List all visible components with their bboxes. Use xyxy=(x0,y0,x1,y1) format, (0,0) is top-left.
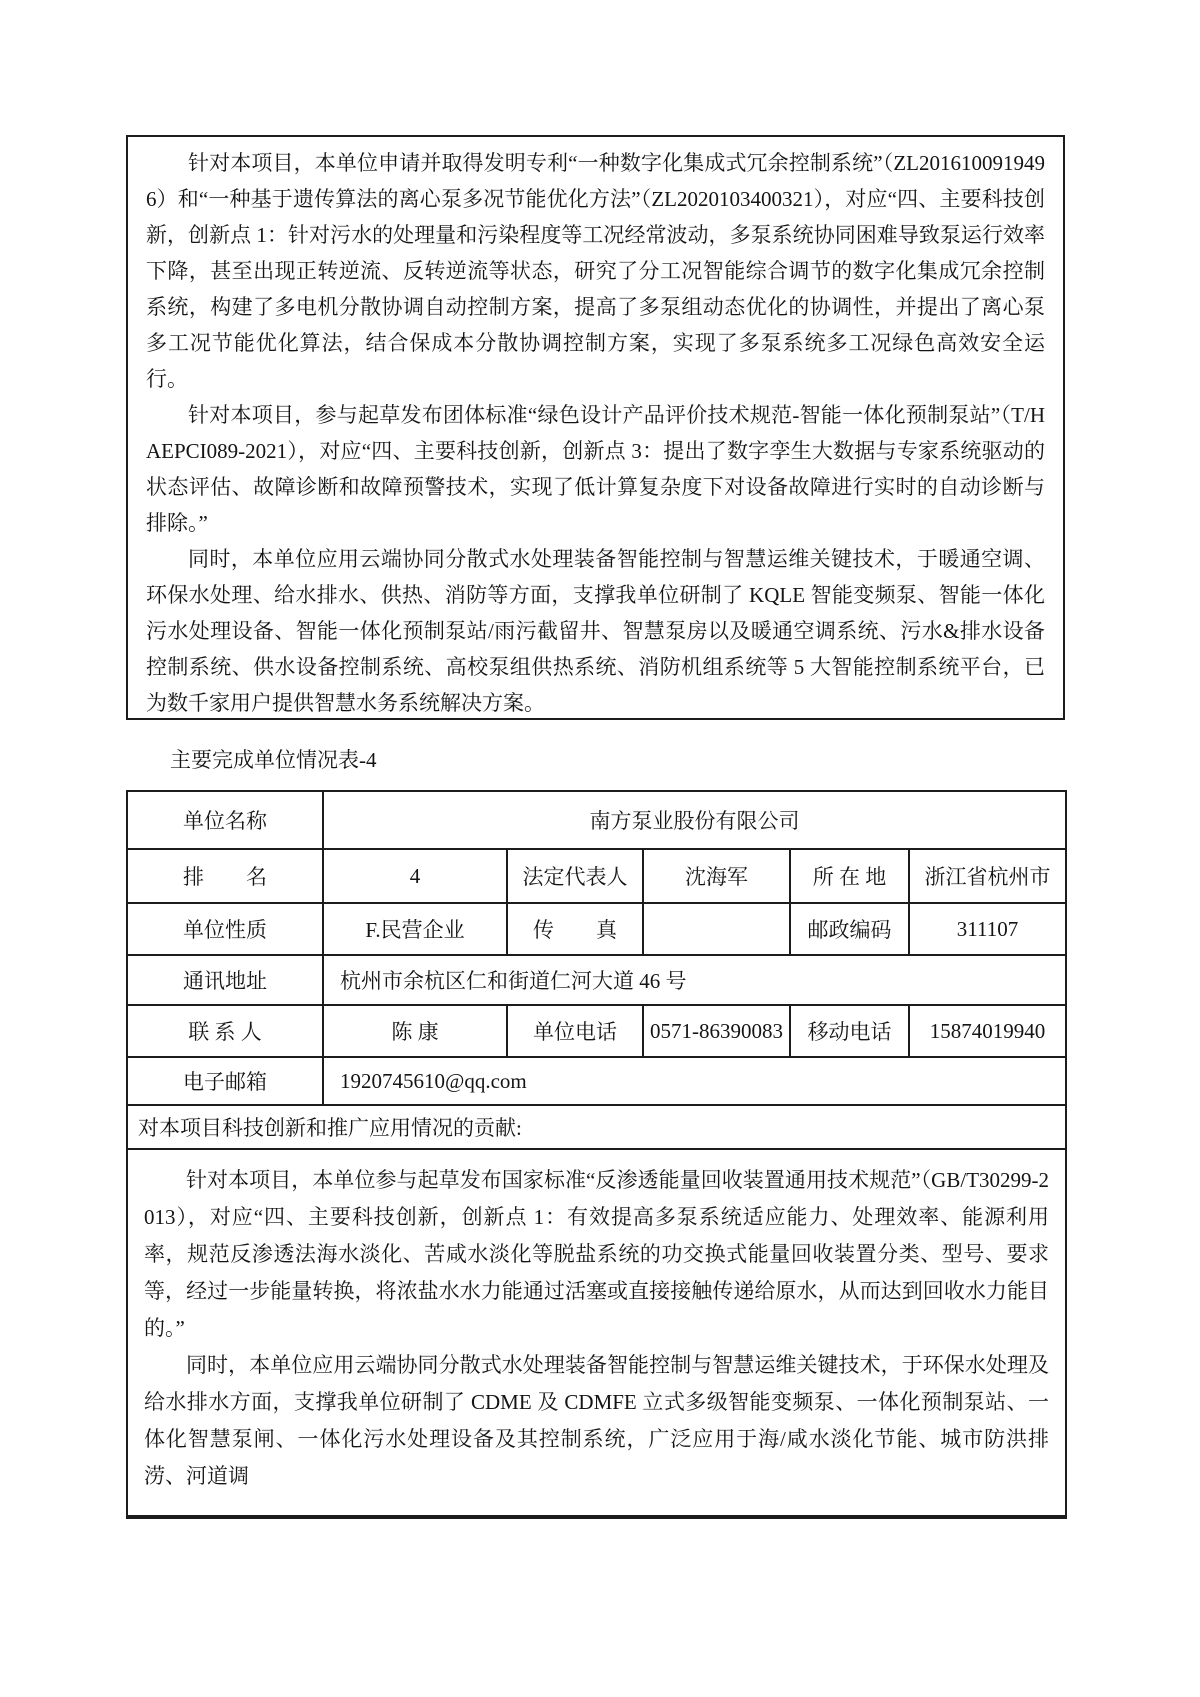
contribution-header: 对本项目科技创新和推广应用情况的贡献: xyxy=(127,1105,1066,1149)
fax-value xyxy=(643,903,790,955)
legal-representative-label: 法定代表人 xyxy=(507,849,643,903)
office-phone-value: 0571-86390083 xyxy=(643,1005,790,1057)
office-phone-label: 单位电话 xyxy=(507,1005,643,1057)
fax-label: 传 真 xyxy=(507,903,643,955)
table-row xyxy=(127,1057,1066,1105)
intro-paragraph-2: 针对本项目，参与起草发布团体标准“绿色设计产品评价技术规范-智能一体化预制泵站”（T/HAEPCI089-2021），对应“四、主要科技创新，创新点 3：提出了数字孪生大数据与专家系统驱动的状态评估、故障诊断和故障预警技术，实现了低计算复杂度下对设备故障进行实时的自动诊断与排除。” xyxy=(146,403,1045,535)
mailing-address-label: 通讯地址 xyxy=(127,955,323,1005)
unit-name-label: 单位名称 xyxy=(127,791,323,849)
intro-box xyxy=(126,135,1065,720)
contribution-paragraph-2: 同时，本单位应用云端协同分散式水处理装备智能控制与智慧运维关键技术，于环保水处理及给水排水方面，支撑我单位研制了 CDME 及 CDMFE 立式多级智能变频泵、一体化预制泵站、一体化智慧泵闸、一体化污水处理设备及其控制系统，广泛应用于海/咸水淡化节能、城市防洪排涝、河道调 xyxy=(144,1353,1050,1488)
rank-value: 4 xyxy=(323,849,507,903)
table-row xyxy=(127,1005,1066,1057)
contact-person-label: 联 系 人 xyxy=(127,1005,323,1057)
table-row xyxy=(127,1105,1066,1149)
rank-label: 排 名 xyxy=(127,849,323,903)
unit-type-value: F.民营企业 xyxy=(323,903,507,955)
table-row xyxy=(127,1149,1066,1517)
postal-code-value: 311107 xyxy=(909,903,1066,955)
mobile-phone-value: 15874019940 xyxy=(909,1005,1066,1057)
email-label: 电子邮箱 xyxy=(127,1057,323,1105)
unit-type-label: 单位性质 xyxy=(127,903,323,955)
table-row xyxy=(127,791,1066,849)
mailing-address-value: 杭州市余杭区仁和街道仁河大道 46 号 xyxy=(323,955,1066,1005)
unit-info-table xyxy=(126,790,1067,1519)
location-value: 浙江省杭州市 xyxy=(909,849,1066,903)
email-value: 1920745610@qq.com xyxy=(323,1057,1066,1105)
table-title: 主要完成单位情况表-4 xyxy=(170,748,377,772)
table-row xyxy=(127,955,1066,1005)
mobile-phone-label: 移动电话 xyxy=(790,1005,909,1057)
table-row xyxy=(127,849,1066,903)
unit-name-value: 南方泵业股份有限公司 xyxy=(323,791,1066,849)
intro-paragraph-1: 针对本项目，本单位申请并取得发明专利“一种数字化集成式冗余控制系统”（ZL2016100919496）和“一种基于遗传算法的离心泵多况节能优化方法”（ZL2020103400321），对应“四、主要科技创新，创新点 1：针对污水的处理量和污染程度等工况经常波动，多泵系统协同困难导致泵运行效率下降，甚至出现正转逆流、反转逆流等状态，研究了分工况智能综合调节的数字化集成冗余控制系统，构建了多电机分散协调自动控制方案，提高了多泵组动态优化的协调性，并提出了离心泵多工况节能优化算法，结合保成本分散协调控制方案，实现了多泵系统多工况绿色高效安全运行。 xyxy=(146,151,1045,391)
table-row xyxy=(127,903,1066,955)
legal-representative-value: 沈海军 xyxy=(643,849,790,903)
contact-person-value: 陈 康 xyxy=(323,1005,507,1057)
intro-paragraph-3: 同时，本单位应用云端协同分散式水处理装备智能控制与智慧运维关键技术，于暖通空调、环保水处理、给水排水、供热、消防等方面，支撑我单位研制了 KQLE 智能变频泵、智能一体化污水处理设备、智能一体化预制泵站/雨污截留井、智慧泵房以及暖通空调系统、污水&排水设备控制系统、供水设备控制系统、高校泵组供热系统、消防机组系统等 5 大智能控制系统平台，已为数千家用户提供智慧水务系统解决方案。 xyxy=(146,547,1045,715)
contribution-body xyxy=(127,1149,1066,1517)
postal-code-label: 邮政编码 xyxy=(790,903,909,955)
location-label: 所 在 地 xyxy=(790,849,909,903)
contribution-paragraph-1: 针对本项目，本单位参与起草发布国家标准“反渗透能量回收装置通用技术规范”（GB/T30299-2013），对应“四、主要科技创新，创新点 1：有效提高多泵系统适应能力、处理效率、能源利用率，规范反渗透法海水淡化、苦咸水淡化等脱盐系统的功交换式能量回收装置分类、型号、要求等，经过一步能量转换，将浓盐水水力能通过活塞或直接接触传递给原水，从而达到回收水力能目的。” xyxy=(144,1168,1050,1340)
